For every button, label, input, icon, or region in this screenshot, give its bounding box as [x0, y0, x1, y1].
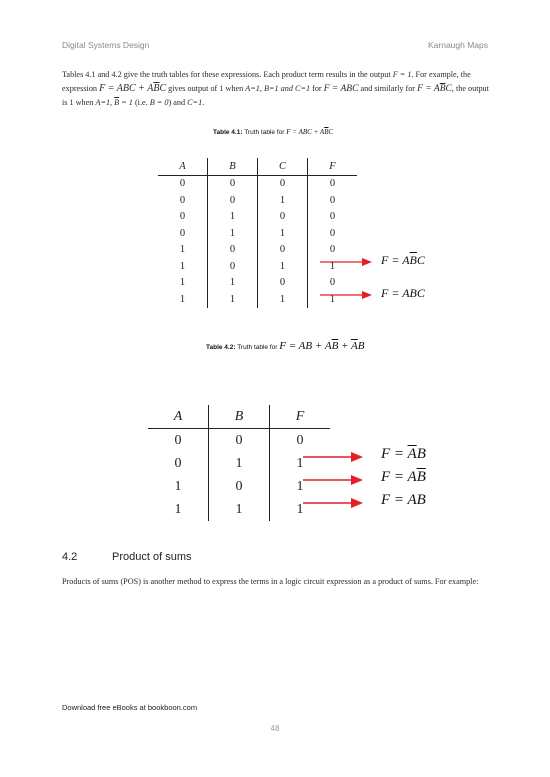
running-header-title: Digital Systems Design: [62, 40, 150, 50]
table-row: 0 0 1 0: [158, 192, 357, 209]
intro-paragraph: Tables 4.1 and 4.2 give the truth tables for these expressions. Each product term results in the output F = 1. For example, the expression F = ABC + $A\overline{B}C$ gives output of 1 when A=1, B=1 and C=1 for F = ABC and similarly for $F = A\overline{B}C$, the output is 1 when A=1, $\overline{B} = 1$ (i.e. B = 0) and C=1.: [62, 70, 489, 107]
column-header-b: B: [209, 405, 270, 429]
minterm-ab-equation: F = AB: [381, 492, 426, 508]
arrow-icon: [320, 257, 372, 267]
table-row: 1 0 1: [148, 475, 330, 498]
table-header-row: [158, 158, 357, 175]
section-title: Product of sums: [112, 551, 192, 563]
table-row: 1 1 0 0: [158, 275, 357, 292]
table-row: 1 1 1 1: [158, 291, 357, 308]
table-4-2-caption: Table 4.2: Truth table for F = AB + $A\overline{B} + \overline{A}B$: [206, 340, 365, 352]
table-4-1-caption: Table 4.1: Truth table for F = ABC + $A\overline{B}C$: [213, 128, 334, 136]
running-header-chapter: Karnaugh Maps: [427, 40, 488, 50]
table-row: 0 0 0: [148, 429, 330, 453]
minterm-abc-equation: F = ABC: [381, 286, 425, 300]
table-row: 0 1 1: [148, 452, 330, 475]
minterm-ab-bar-equation: $F = A\overline{B}$: [381, 469, 426, 485]
arrow-icon: [303, 474, 363, 486]
page-number: 48: [270, 724, 280, 733]
table-row: 1 0 1 1: [158, 258, 357, 275]
truth-table-4-1: [158, 158, 357, 308]
table-row: 0 0 0 0: [158, 175, 357, 192]
arrow-icon: [303, 451, 363, 463]
table-row: 1 1 1: [148, 498, 330, 521]
table-row: 1 0 0 0: [158, 242, 357, 259]
arrow-icon: [303, 497, 363, 509]
column-header-a: A: [179, 160, 186, 172]
column-header-a: A: [173, 408, 183, 424]
column-header-f: F: [308, 158, 358, 175]
table-row: 0 1 0 0: [158, 209, 357, 226]
table-row: 0 1 1 0: [158, 225, 357, 242]
section-number: 4.2: [62, 551, 78, 563]
arrow-icon: [320, 290, 372, 300]
table-header-row: [148, 405, 330, 429]
minterm-abc-bar-equation: $F = A\overline{B}C$: [381, 253, 425, 267]
body-paragraph: Products of sums (POS) is another method to express the terms in a logic circuit expression as a product of sums. For example:: [62, 577, 479, 586]
minterm-a-bar-b-equation: $F = \overline{A}B$: [381, 446, 426, 462]
column-header-f: F: [270, 405, 331, 429]
column-header-b: B: [208, 158, 258, 175]
footer-link[interactable]: Download free eBooks at bookboon.com: [62, 703, 198, 712]
column-header-c: C: [258, 158, 308, 175]
